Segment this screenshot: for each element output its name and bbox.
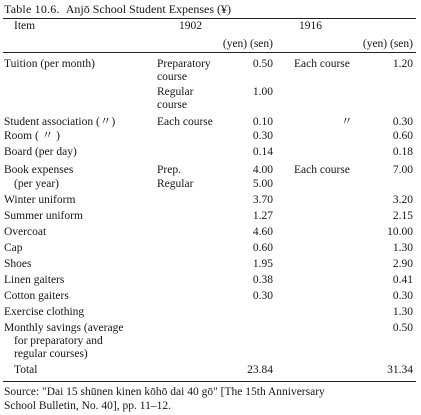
cell-1902-value: 0.14 [252, 146, 273, 158]
table-title: Anjō School Student Expenses (¥) [65, 2, 232, 16]
cell-1916-value: 0.30 [392, 290, 413, 302]
cell-1902-course: Prep. [157, 164, 181, 176]
cell-item: Overcoat [4, 226, 47, 238]
cell-item: regular courses) [14, 348, 88, 360]
header-year-1916: 1916 [299, 20, 322, 32]
cell-1902-value: 5.00 [252, 178, 273, 190]
cell-1916-value: 3.20 [392, 194, 413, 206]
cell-item: (per year) [14, 178, 60, 190]
top-rule [3, 18, 416, 19]
cell-item: Winter uniform [4, 194, 76, 206]
cell-item: Board (per day) [4, 146, 77, 158]
cell-1902-value: 0.38 [252, 274, 273, 286]
cell-1916-value: 10.00 [387, 226, 413, 238]
source-note [4, 386, 418, 413]
header-year-1902: 1902 [179, 20, 202, 32]
header-item: Item [14, 20, 36, 32]
cell-1902-value: 23.84 [247, 364, 273, 376]
header-unit-1902: (yen) (sen) [222, 38, 273, 50]
table-caption [4, 2, 231, 16]
cell-item: Student association (〃) [4, 116, 116, 128]
cell-item: Total [14, 364, 38, 376]
cell-item: Monthly savings (average [4, 322, 124, 334]
cell-1902-value: 0.30 [252, 130, 273, 142]
cell-1902-value: 0.30 [252, 290, 273, 302]
cell-1902-value: 4.00 [252, 164, 273, 176]
cell-1916-value: 0.60 [392, 130, 413, 142]
cell-1902-course: course [157, 71, 188, 83]
cell-1916-value: 7.00 [392, 164, 413, 176]
cell-1902-value: 0.50 [252, 58, 273, 70]
cell-1902-value: 0.60 [252, 242, 273, 254]
cell-1902-course: Each course [157, 116, 213, 128]
cell-1916-value: 1.30 [392, 306, 413, 318]
cell-item: Book expenses [4, 164, 74, 176]
cell-1902-value: 4.60 [252, 226, 273, 238]
header-unit-1916: (yen) (sen) [362, 38, 413, 50]
cell-item: Cap [4, 242, 23, 254]
cell-1916-value: 0.18 [392, 146, 413, 158]
header-rule [3, 52, 416, 53]
cell-1916-value: 2.15 [392, 210, 413, 222]
cell-1902-value: 3.70 [252, 194, 273, 206]
table-number: Table 10.6. [4, 2, 60, 16]
cell-1916-value: 0.41 [392, 274, 413, 286]
cell-item: Tuition (per month) [4, 58, 95, 70]
cell-1916-value: 1.30 [392, 242, 413, 254]
cell-1916-course: 〃 [341, 116, 353, 128]
cell-item: Shoes [4, 258, 32, 270]
cell-1916-value: 0.50 [392, 322, 413, 334]
cell-1902-course: Preparatory [157, 58, 211, 70]
cell-1902-course: course [157, 99, 188, 111]
cell-1902-course: Regular [157, 86, 194, 98]
cell-item: Summer uniform [4, 210, 83, 222]
cell-1916-course: Each course [294, 164, 350, 176]
cell-item: Room ( 〃 ) [4, 130, 60, 142]
cell-1916-value: 1.20 [392, 58, 413, 70]
bottom-rule [3, 381, 416, 382]
cell-1916-course: Each course [294, 58, 350, 70]
cell-1902-value: 1.95 [252, 258, 273, 270]
cell-item: Exercise clothing [4, 306, 85, 318]
cell-1916-value: 0.30 [392, 116, 413, 128]
cell-1902-value: 1.00 [252, 86, 273, 98]
cell-1902-value: 0.10 [252, 116, 273, 128]
source-line-1: Source: "Dai 15 shūnen kinen kōhō dai 40 gō" [The 15th Anniversary [4, 386, 325, 398]
cell-1902-course: Regular [157, 178, 194, 190]
cell-1902-value: 1.27 [252, 210, 273, 222]
source-line-2: School Bulletin, No. 40], pp. 11–12. [4, 399, 171, 412]
cell-1916-value: 31.34 [387, 364, 413, 376]
cell-item: for preparatory and [14, 335, 103, 347]
cell-1916-value: 2.90 [392, 258, 413, 270]
cell-item: Linen gaiters [4, 274, 65, 286]
cell-item: Cotton gaiters [4, 290, 69, 302]
